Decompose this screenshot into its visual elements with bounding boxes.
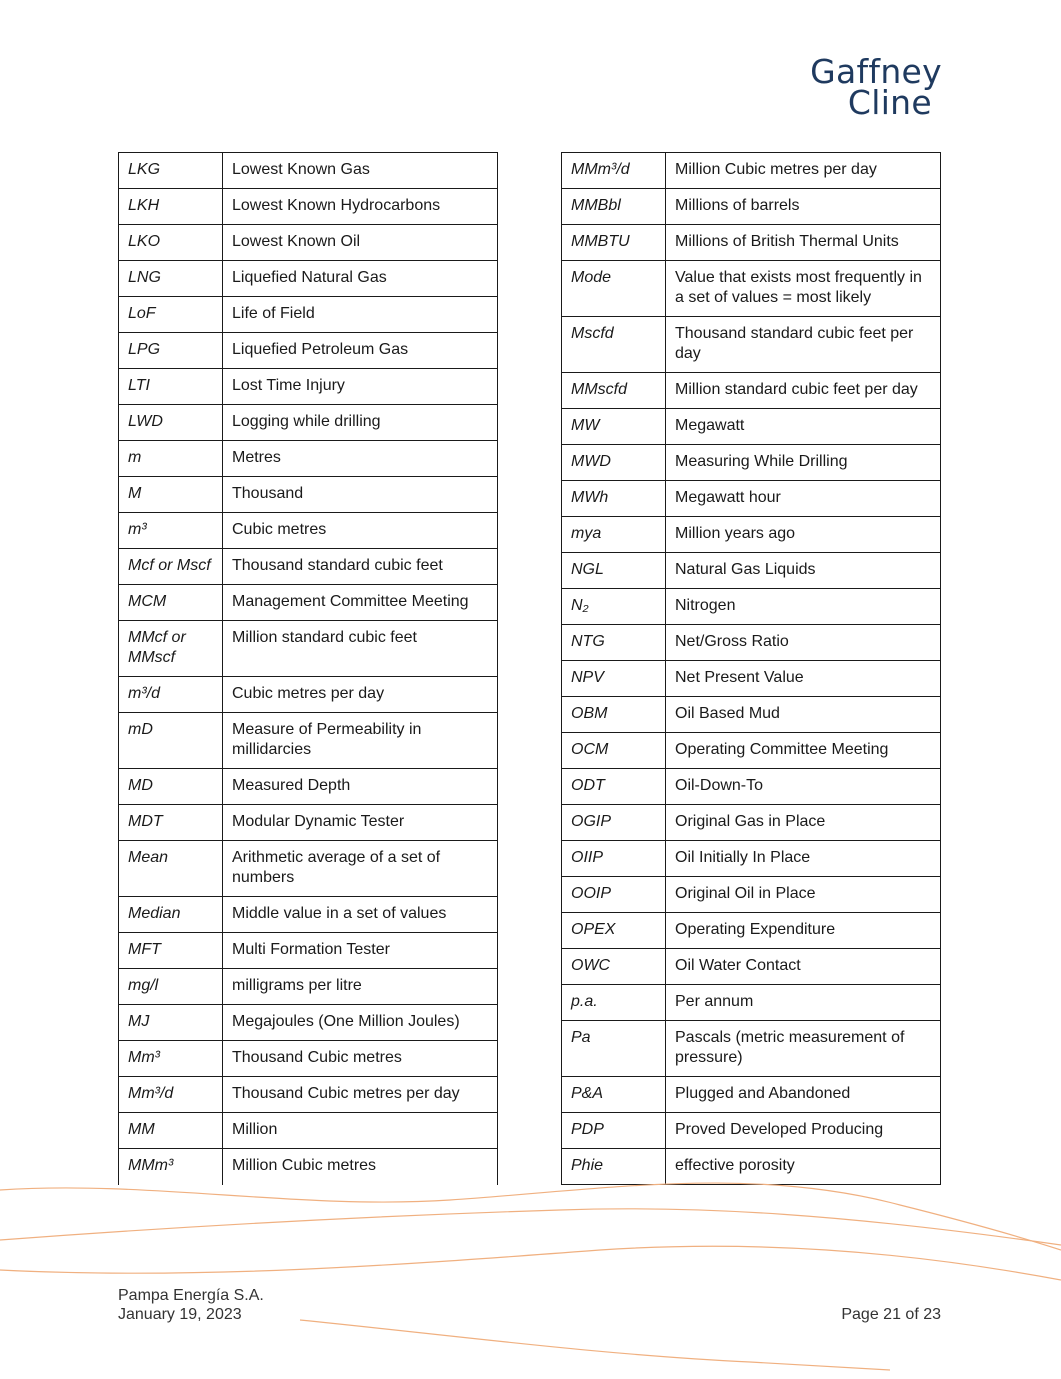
abbreviation-cell: m³/d: [119, 677, 223, 713]
definition-cell: Millions of British Thermal Units: [666, 225, 941, 261]
footer-company: Pampa Energía S.A.: [118, 1287, 264, 1304]
definition-cell: Per annum: [666, 985, 941, 1021]
definition-cell: Thousand Cubic metres per day: [223, 1077, 498, 1113]
definition-cell: Thousand standard cubic feet: [223, 549, 498, 585]
decorative-waves: [0, 1170, 1061, 1379]
definition-cell: Metres: [223, 441, 498, 477]
definition-cell: Thousand: [223, 477, 498, 513]
glossary-row: [119, 477, 498, 513]
definition-cell: Multi Formation Tester: [223, 933, 498, 969]
abbreviation-cell: MWh: [562, 481, 666, 517]
abbreviation-cell: Mcf or Mscf: [119, 549, 223, 585]
abbreviation-cell: MD: [119, 769, 223, 805]
abbreviation-cell: MW: [562, 409, 666, 445]
definition-cell: Cubic metres: [223, 513, 498, 549]
glossary-row: [562, 517, 941, 553]
abbreviation-cell: Phie: [562, 1149, 666, 1185]
glossary-row: [562, 317, 941, 373]
abbreviation-cell: m: [119, 441, 223, 477]
glossary-row: [119, 189, 498, 225]
definition-cell: Modular Dynamic Tester: [223, 805, 498, 841]
glossary-row: [119, 297, 498, 333]
abbreviation-cell: Mean: [119, 841, 223, 897]
abbreviation-cell: LNG: [119, 261, 223, 297]
glossary-row: [562, 261, 941, 317]
glossary-row: [562, 805, 941, 841]
glossary-row: [562, 1077, 941, 1113]
definition-cell: Measured Depth: [223, 769, 498, 805]
definition-cell: Nitrogen: [666, 589, 941, 625]
definition-cell: Life of Field: [223, 297, 498, 333]
definition-cell: Original Gas in Place: [666, 805, 941, 841]
definition-cell: Liquefied Natural Gas: [223, 261, 498, 297]
abbreviation-cell: NPV: [562, 661, 666, 697]
abbreviation-cell: mya: [562, 517, 666, 553]
abbreviation-cell: m³: [119, 513, 223, 549]
definition-cell: Arithmetic average of a set of numbers: [223, 841, 498, 897]
glossary-row: [119, 1041, 498, 1077]
abbreviation-cell: LWD: [119, 405, 223, 441]
abbreviation-cell: MFT: [119, 933, 223, 969]
abbreviation-cell: OBM: [562, 697, 666, 733]
glossary-row: [562, 913, 941, 949]
definition-cell: Million standard cubic feet per day: [666, 373, 941, 409]
glossary-row: [562, 661, 941, 697]
glossary-row: [119, 841, 498, 897]
glossary-row: [119, 1113, 498, 1149]
abbreviation-cell: MMscfd: [562, 373, 666, 409]
definition-cell: Liquefied Petroleum Gas: [223, 333, 498, 369]
definition-cell: Million: [223, 1113, 498, 1149]
definition-cell: Original Oil in Place: [666, 877, 941, 913]
glossary-row: [562, 409, 941, 445]
abbreviation-cell: MMm³/d: [562, 153, 666, 189]
glossary-row: [119, 1005, 498, 1041]
wave-line-4: [300, 1320, 890, 1370]
definition-cell: Measure of Permeability in millidarcies: [223, 713, 498, 769]
abbreviation-cell: NGL: [562, 553, 666, 589]
glossary-row: [119, 677, 498, 713]
abbreviation-cell: M: [119, 477, 223, 513]
abbreviation-cell: N₂: [562, 589, 666, 625]
abbreviation-cell: mg/l: [119, 969, 223, 1005]
glossary-row: [119, 897, 498, 933]
glossary-row: [562, 189, 941, 225]
abbreviation-cell: MCM: [119, 585, 223, 621]
definition-cell: Thousand standard cubic feet per day: [666, 317, 941, 373]
abbreviation-cell: MMBTU: [562, 225, 666, 261]
definition-cell: Plugged and Abandoned: [666, 1077, 941, 1113]
definition-cell: Measuring While Drilling: [666, 445, 941, 481]
definition-cell: Value that exists most frequently in a set of values = most likely: [666, 261, 941, 317]
abbreviation-cell: OGIP: [562, 805, 666, 841]
glossary-row: [562, 1113, 941, 1149]
glossary-row: [119, 369, 498, 405]
definition-cell: Millions of barrels: [666, 189, 941, 225]
footer-date: January 19, 2023: [118, 1306, 242, 1323]
abbreviation-cell: Mscfd: [562, 317, 666, 373]
abbreviation-cell: LoF: [119, 297, 223, 333]
footer-left: [118, 1286, 264, 1324]
definition-cell: Megawatt: [666, 409, 941, 445]
glossary-row: [562, 625, 941, 661]
abbreviation-cell: OOIP: [562, 877, 666, 913]
glossary-row: [119, 969, 498, 1005]
abbreviation-cell: OCM: [562, 733, 666, 769]
abbreviation-cell: MWD: [562, 445, 666, 481]
glossary-row: [562, 949, 941, 985]
glossary-row: [119, 225, 498, 261]
definition-cell: Lost Time Injury: [223, 369, 498, 405]
definition-cell: Oil-Down-To: [666, 769, 941, 805]
abbreviation-cell: MMBbl: [562, 189, 666, 225]
abbreviation-cell: OPEX: [562, 913, 666, 949]
glossary-row: [119, 261, 498, 297]
definition-cell: Million Cubic metres per day: [666, 153, 941, 189]
wave-line-1: [0, 1183, 1061, 1250]
abbreviation-cell: LTI: [119, 369, 223, 405]
definition-cell: Million standard cubic feet: [223, 621, 498, 677]
definition-cell: Operating Expenditure: [666, 913, 941, 949]
glossary-row: [562, 589, 941, 625]
abbreviation-cell: PDP: [562, 1113, 666, 1149]
glossary-row: [562, 225, 941, 261]
glossary-row: [119, 769, 498, 805]
glossary-row: [562, 445, 941, 481]
wave-line-3: [0, 1246, 1061, 1280]
glossary-row: [119, 805, 498, 841]
glossary-row: [562, 769, 941, 805]
glossary-row: [119, 513, 498, 549]
definition-cell: Net/Gross Ratio: [666, 625, 941, 661]
definition-cell: Middle value in a set of values: [223, 897, 498, 933]
definition-cell: Oil Initially In Place: [666, 841, 941, 877]
glossary-row: [562, 373, 941, 409]
abbreviation-cell: LPG: [119, 333, 223, 369]
definition-cell: Proved Developed Producing: [666, 1113, 941, 1149]
definition-cell: Megawatt hour: [666, 481, 941, 517]
definition-cell: Oil Water Contact: [666, 949, 941, 985]
glossary-row: [119, 621, 498, 677]
abbreviation-cell: Mm³/d: [119, 1077, 223, 1113]
wave-line-2: [0, 1209, 1061, 1245]
company-logo: [802, 52, 942, 122]
abbreviation-cell: P&A: [562, 1077, 666, 1113]
abbreviation-cell: Median: [119, 897, 223, 933]
definition-cell: Management Committee Meeting: [223, 585, 498, 621]
abbreviation-cell: ODT: [562, 769, 666, 805]
glossary-row: [119, 333, 498, 369]
glossary-row: [562, 697, 941, 733]
definition-cell: Lowest Known Gas: [223, 153, 498, 189]
abbreviation-cell: MMm³: [119, 1149, 223, 1186]
definition-cell: Million years ago: [666, 517, 941, 553]
definition-cell: Megajoules (One Million Joules): [223, 1005, 498, 1041]
definition-cell: Lowest Known Oil: [223, 225, 498, 261]
glossary-row: [562, 733, 941, 769]
definition-cell: Oil Based Mud: [666, 697, 941, 733]
glossary-row: [119, 549, 498, 585]
abbreviation-cell: MJ: [119, 1005, 223, 1041]
glossary-row: [119, 441, 498, 477]
definition-cell: Lowest Known Hydrocarbons: [223, 189, 498, 225]
glossary-row: [562, 877, 941, 913]
abbreviation-cell: OWC: [562, 949, 666, 985]
footer-page-number: Page 21 of 23: [841, 1306, 941, 1323]
definition-cell: Million Cubic metres: [223, 1149, 498, 1186]
abbreviation-cell: LKO: [119, 225, 223, 261]
abbreviation-cell: OIIP: [562, 841, 666, 877]
definition-cell: Net Present Value: [666, 661, 941, 697]
glossary-row: [119, 933, 498, 969]
abbreviation-cell: mD: [119, 713, 223, 769]
glossary-row: [119, 585, 498, 621]
definition-cell: Pascals (metric measurement of pressure): [666, 1021, 941, 1077]
logo-line-1: Gaffney: [810, 52, 942, 91]
glossary-row: [119, 153, 498, 189]
abbreviation-cell: Mm³: [119, 1041, 223, 1077]
abbreviation-cell: p.a.: [562, 985, 666, 1021]
definition-cell: Natural Gas Liquids: [666, 553, 941, 589]
glossary-row: [119, 405, 498, 441]
glossary-row: [562, 985, 941, 1021]
glossary-row: [562, 1021, 941, 1077]
glossary-row: [562, 153, 941, 189]
glossary-row: [562, 553, 941, 589]
definition-cell: Thousand Cubic metres: [223, 1041, 498, 1077]
glossary-table-left: [118, 152, 498, 1185]
definition-cell: effective porosity: [666, 1149, 941, 1185]
glossary-row: [119, 1077, 498, 1113]
definition-cell: milligrams per litre: [223, 969, 498, 1005]
definition-cell: Logging while drilling: [223, 405, 498, 441]
abbreviation-cell: Pa: [562, 1021, 666, 1077]
glossary-row: [119, 713, 498, 769]
abbreviation-cell: MMcf or MMscf: [119, 621, 223, 677]
glossary-row: [562, 841, 941, 877]
glossary-table-right: [561, 152, 941, 1185]
definition-cell: Operating Committee Meeting: [666, 733, 941, 769]
abbreviation-cell: MDT: [119, 805, 223, 841]
glossary-row: [562, 481, 941, 517]
abbreviation-cell: Mode: [562, 261, 666, 317]
abbreviation-cell: LKG: [119, 153, 223, 189]
definition-cell: Cubic metres per day: [223, 677, 498, 713]
abbreviation-cell: LKH: [119, 189, 223, 225]
abbreviation-cell: MM: [119, 1113, 223, 1149]
abbreviation-cell: NTG: [562, 625, 666, 661]
logo-line-2: Cline: [847, 83, 932, 122]
